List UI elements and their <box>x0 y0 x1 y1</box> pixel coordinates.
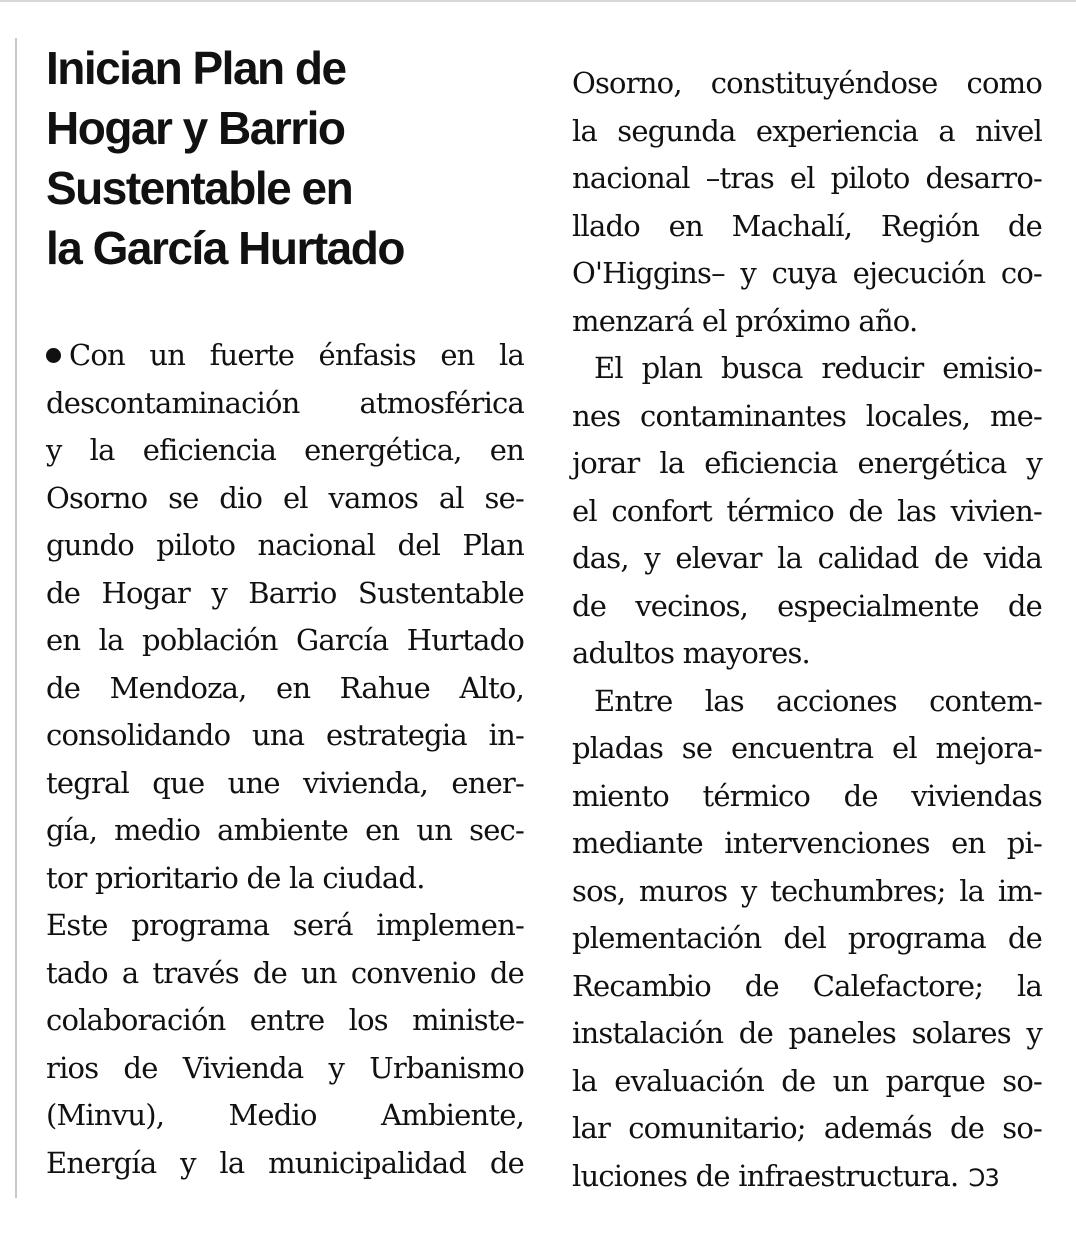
text-line: y la eficiencia energética, en <box>46 433 524 467</box>
headline-line: Hogar y Barrio <box>46 102 345 154</box>
text-line: Este programa será implemen- <box>46 908 524 942</box>
text-line: colaboración entre los ministe- <box>46 1003 524 1037</box>
left-column-rule <box>15 38 17 1198</box>
text-line: instalación de paneles solares y <box>572 1016 1042 1050</box>
text-line: de Hogar y Barrio Sustentable <box>46 575 524 610</box>
paragraph-continued <box>572 60 1042 345</box>
text-line: pladas se encuentra el mejora- <box>572 731 1042 765</box>
text-line <box>572 1153 1042 1203</box>
text-line: O'Higgins– y cuya ejecución co- <box>572 256 1042 290</box>
text-line: el confort térmico de las vivien- <box>572 493 1042 528</box>
text-line: gía, medio ambiente en un sec- <box>46 813 524 847</box>
headline-line: Sustentable en <box>46 162 353 214</box>
text-line: jorar la eficiencia energética y <box>572 446 1042 480</box>
text-line: en la población García Hurtado <box>46 623 524 657</box>
text-line: Energía y la municipalidad de <box>46 1145 524 1180</box>
text-line: tor prioritario de la ciudad. <box>46 860 425 895</box>
top-rule <box>0 0 1076 2</box>
end-of-article-icon: Ͻ3 <box>968 1163 999 1192</box>
text-line: (Minvu), Medio Ambiente, <box>46 1098 524 1132</box>
left-column <box>46 38 524 1187</box>
lead-paragraph <box>46 332 524 902</box>
text-line: la evaluación de un parque so- <box>572 1063 1042 1098</box>
text-line: la segunda experiencia a nivel <box>572 113 1042 148</box>
text-line-content: luciones de infraestructura. <box>572 1158 959 1193</box>
text-line: El plan busca reducir emisio- <box>594 351 1042 385</box>
bullet-icon <box>46 348 61 363</box>
text-line: Osorno, constituyéndose como <box>572 66 1042 100</box>
text-line <box>46 332 524 380</box>
text-line: rios de Vivienda y Urbanismo <box>46 1050 524 1085</box>
paragraph <box>46 902 524 1187</box>
text-line: tado a través de un convenio de <box>46 955 524 990</box>
paragraph <box>572 345 1042 678</box>
text-line: miento térmico de viviendas <box>572 778 1042 813</box>
text-line: Recambio de Calefactore; la <box>572 968 1042 1003</box>
text-line: de vecinos, especialmente de <box>572 588 1042 623</box>
headline <box>46 38 524 278</box>
paragraph <box>572 678 1042 1203</box>
headline-line: la García Hurtado <box>46 222 404 274</box>
text-line: plementación del programa de <box>572 921 1042 955</box>
text-line: gundo piloto nacional del Plan <box>46 528 524 562</box>
text-line: nes contaminantes locales, me- <box>572 398 1042 433</box>
text-line: de Mendoza, en Rahue Alto, <box>46 670 524 705</box>
text-line: consolidando una estrategia in- <box>46 718 524 752</box>
text-line: mediante intervenciones en pi- <box>572 826 1042 860</box>
text-line: Osorno se dio el vamos al se- <box>46 480 524 515</box>
text-line: sos, muros y techumbres; la im- <box>572 873 1042 908</box>
text-line-content: Con un fuerte énfasis en la <box>69 338 524 372</box>
headline-line: Inician Plan de <box>46 42 346 94</box>
text-line: adultos mayores. <box>572 636 810 670</box>
right-column <box>572 60 1042 1202</box>
text-line: llado en Machalí, Región de <box>572 208 1042 243</box>
text-line: lar comunitario; además de so- <box>572 1111 1042 1145</box>
text-line: Entre las acciones contem- <box>594 683 1042 718</box>
text-line: das, y elevar la calidad de vida <box>572 541 1042 575</box>
text-line: nacional –tras el piloto desarro- <box>572 161 1042 195</box>
text-line: descontaminación atmosférica <box>46 385 524 420</box>
text-line: menzará el próximo año. <box>572 303 918 338</box>
text-line: tegral que une vivienda, ener- <box>46 765 524 800</box>
